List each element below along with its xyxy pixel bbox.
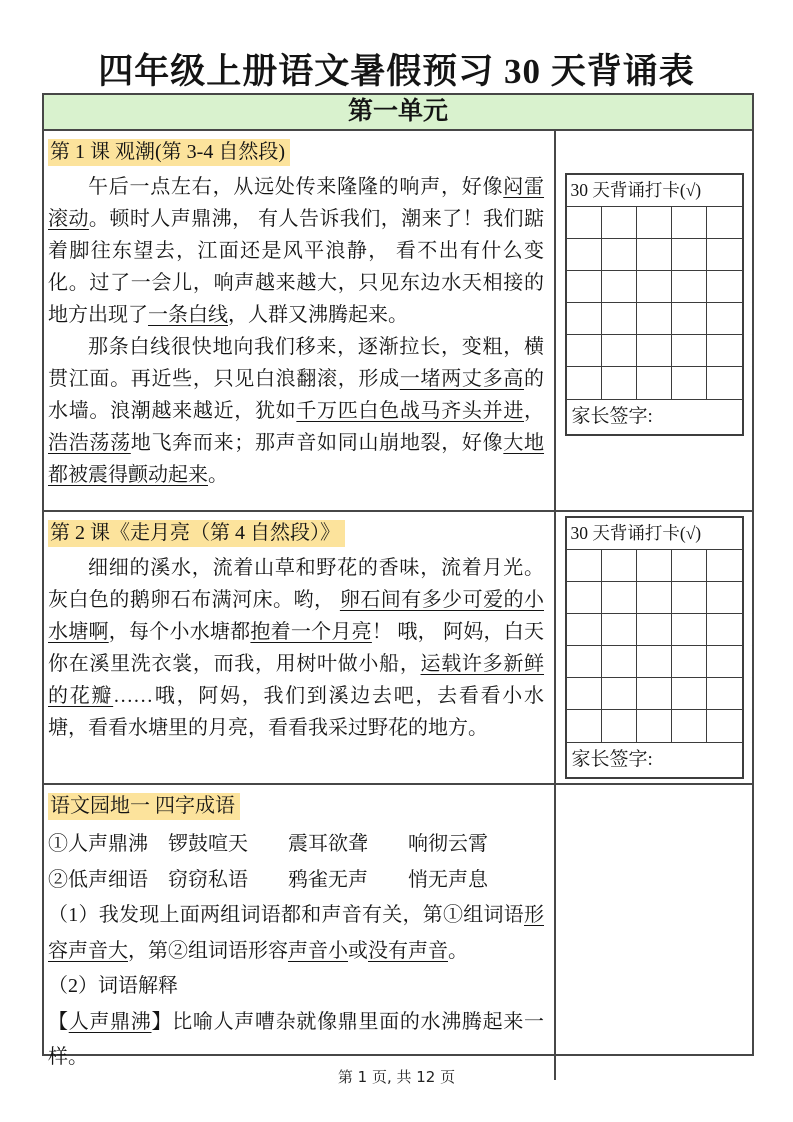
checkin-day-cell xyxy=(672,207,707,239)
checkin-day-cell xyxy=(602,239,637,271)
checkin-grid-2 xyxy=(567,550,742,742)
checkin-day-cell xyxy=(672,335,707,367)
checkin-day-cell xyxy=(567,303,602,335)
checkin-day-cell xyxy=(707,582,742,614)
lesson2-title-highlight: 第 2 课《走月亮（第 4 自然段）》 xyxy=(48,520,345,547)
checkin-day-cell xyxy=(672,646,707,678)
checkin-grid-1 xyxy=(567,207,742,399)
checkin-day-cell xyxy=(707,207,742,239)
checkin-day-cell xyxy=(602,614,637,646)
checkin-day-cell xyxy=(567,271,602,303)
checkin-day-cell xyxy=(707,614,742,646)
checkin-day-cell xyxy=(707,239,742,271)
checkin-day-cell xyxy=(567,582,602,614)
lesson1-paragraph-2: 那条白线很快地向我们移来，逐渐拉长，变粗，横贯江面。再近些，只见白浪翻滚，形成一堵两丈多高的水墙。浪潮越来越近，犹如千万匹白色战马齐头并进，浩浩荡荡地飞奔而来；那声音如同山崩地裂，好像大地都被震得颤动起来。 xyxy=(48,336,545,486)
checkin-day-cell xyxy=(567,239,602,271)
garden-content-cell xyxy=(44,785,554,1080)
checkin-day-cell xyxy=(672,550,707,582)
checkin-day-cell xyxy=(637,367,672,399)
recitation-table xyxy=(42,93,754,1068)
checkin-day-cell xyxy=(567,207,602,239)
checkin-day-cell xyxy=(707,271,742,303)
idiom-group-1: ①人声鼎沸 锣鼓喧天 震耳欲聋 响彻云霄 xyxy=(48,833,488,855)
checkin-day-cell xyxy=(602,207,637,239)
checkin-day-cell xyxy=(637,550,672,582)
checkin-day-cell xyxy=(567,614,602,646)
checkin-card-1 xyxy=(565,173,744,436)
checkin-day-cell xyxy=(637,678,672,710)
checkin-day-cell xyxy=(602,550,637,582)
checkin-day-cell xyxy=(567,710,602,742)
finding-sentence: （1）我发现上面两组词语都和声音有关，第①组词语形容声音大，第②组词语形容声音小或没有声音。 xyxy=(48,904,544,962)
lesson2-card-cell xyxy=(554,512,752,783)
checkin-day-cell xyxy=(602,335,637,367)
lesson1-row xyxy=(44,131,752,512)
checkin-day-cell xyxy=(637,710,672,742)
checkin-day-cell xyxy=(672,582,707,614)
checkin-day-cell xyxy=(637,614,672,646)
page-number: 第 1 页, 共 12 页 xyxy=(337,1068,456,1086)
checkin-day-cell xyxy=(602,646,637,678)
checkin-day-cell xyxy=(707,550,742,582)
checkin-day-cell xyxy=(602,710,637,742)
checkin-day-cell xyxy=(637,646,672,678)
lesson1-title-highlight: 第 1 课 观潮(第 3-4 自然段) xyxy=(48,139,290,166)
checkin-day-cell xyxy=(707,367,742,399)
idiom-explanation: 【人声鼎沸】比喻人声嘈杂就像鼎里面的水沸腾起来一样。 xyxy=(48,1010,545,1068)
garden-row xyxy=(44,785,752,1080)
lesson2-paragraph-1: 细细的溪水，流着山草和野花的香味，流着月光。灰白色的鹅卵石布满河床。哟， 卵石间有多少可爱的小水塘啊，每个小水塘都抱着一个月亮！ 哦， 阿妈，白天你在溪里洗衣裳，而我，用树叶做小船，运载许多新鲜的花瓣……哦，阿妈，我们到溪边去吧，去看看小水塘，看看水塘里的月亮，看看我采过野花的地方。 xyxy=(48,557,545,739)
checkin-day-cell xyxy=(672,367,707,399)
idiom-group-2: ②低声细语 窃窃私语 鸦雀无声 悄无声息 xyxy=(48,868,488,891)
checkin-day-cell xyxy=(567,550,602,582)
garden-empty-cell xyxy=(554,785,752,1080)
checkin-day-cell xyxy=(637,335,672,367)
checkin-day-cell xyxy=(707,335,742,367)
lesson2-header xyxy=(48,517,544,550)
checkin-card-header: 30 天背诵打卡(√) xyxy=(567,175,742,207)
checkin-day-cell xyxy=(602,303,637,335)
checkin-day-cell xyxy=(567,367,602,399)
checkin-day-cell xyxy=(672,239,707,271)
checkin-day-cell xyxy=(707,678,742,710)
lesson1-content-cell xyxy=(44,131,554,510)
explanation-label: （2）词语解释 xyxy=(48,975,178,997)
checkin-day-cell xyxy=(672,678,707,710)
checkin-day-cell xyxy=(637,239,672,271)
checkin-day-cell xyxy=(707,646,742,678)
garden-title-highlight: 语文园地一 四字成语 xyxy=(48,793,240,820)
unit-header: 第一单元 xyxy=(44,95,752,131)
parent-signature-label: 家长签字: xyxy=(567,742,742,777)
checkin-day-cell xyxy=(637,303,672,335)
checkin-day-cell xyxy=(707,303,742,335)
checkin-day-cell xyxy=(637,582,672,614)
checkin-day-cell xyxy=(637,271,672,303)
checkin-day-cell xyxy=(567,646,602,678)
checkin-day-cell xyxy=(567,335,602,367)
checkin-day-cell xyxy=(637,207,672,239)
lesson2-content-cell xyxy=(44,512,554,783)
checkin-card-2 xyxy=(565,516,744,779)
checkin-day-cell xyxy=(602,582,637,614)
parent-signature-label: 家长签字: xyxy=(567,399,742,434)
checkin-day-cell xyxy=(672,614,707,646)
checkin-day-cell xyxy=(672,303,707,335)
page-title: 四年级上册语文暑假预习 30 天背诵表 xyxy=(98,52,695,91)
checkin-day-cell xyxy=(602,271,637,303)
lesson1-paragraph-1: 午后一点左右，从远处传来隆隆的响声，好像闷雷滚动。顿时人声鼎沸， 有人告诉我们，潮来了！我们踮着脚往东望去，江面还是风平浪静， 看不出有什么变化。过了一会儿，响声越来越大，只见东边水天相接的地方出现了一条白线，人群又沸腾起来。 xyxy=(48,176,545,326)
checkin-day-cell xyxy=(602,367,637,399)
checkin-day-cell xyxy=(602,678,637,710)
checkin-day-cell xyxy=(567,678,602,710)
checkin-day-cell xyxy=(707,710,742,742)
lesson2-row xyxy=(44,512,752,785)
checkin-day-cell xyxy=(672,710,707,742)
lesson1-card-cell xyxy=(554,131,752,510)
checkin-day-cell xyxy=(672,271,707,303)
lesson1-header xyxy=(48,136,544,169)
garden-header xyxy=(48,790,544,823)
checkin-card-header: 30 天背诵打卡(√) xyxy=(567,518,742,550)
